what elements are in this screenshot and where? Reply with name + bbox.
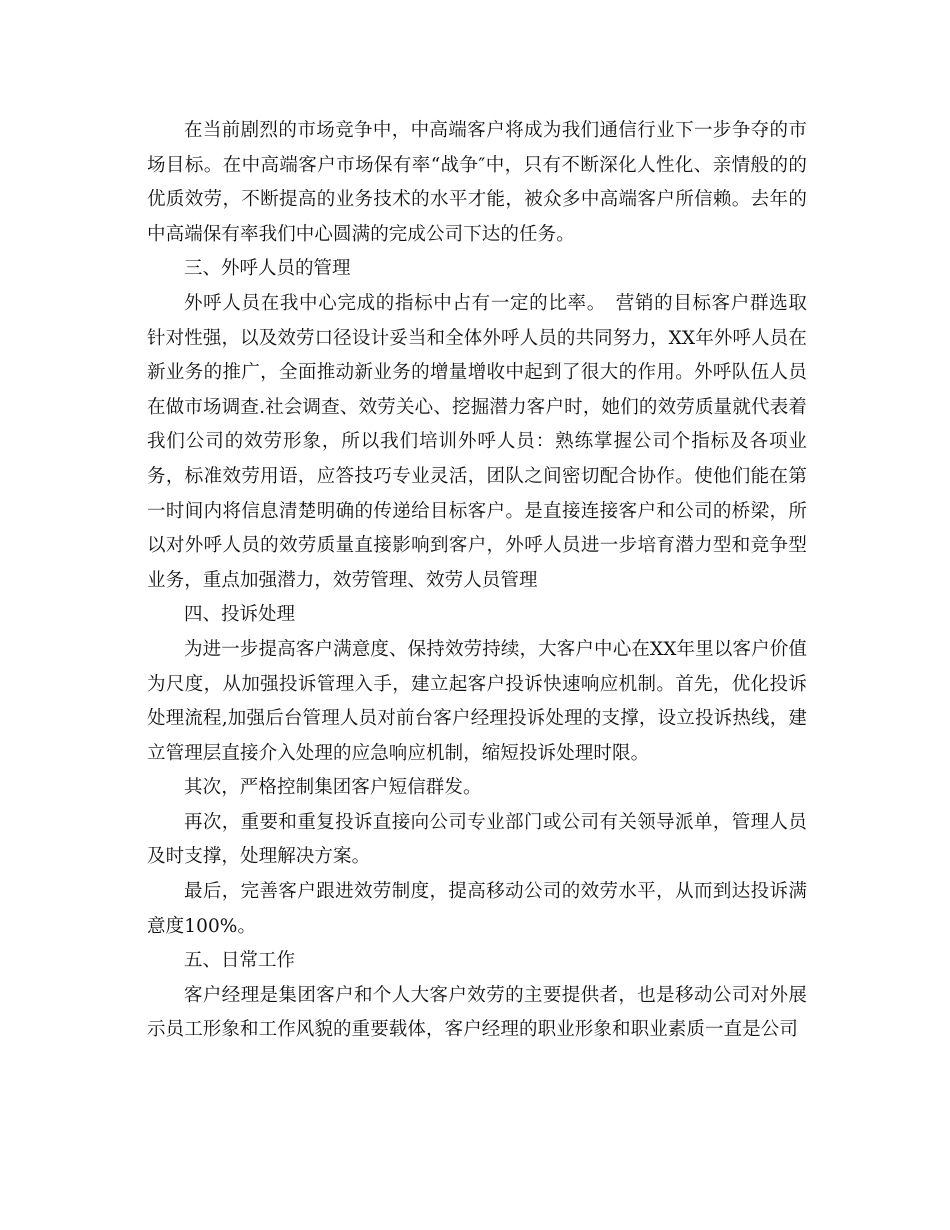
paragraph-escalation: 再次，重要和重复投诉直接向公司专业部门或公司有关领导派单，管理人员及时支撑，处理解决方案。: [147, 811, 807, 868]
paragraph-sms-control: 其次，严格控制集团客户短信群发。: [184, 777, 482, 799]
heading-outbound-staff: 三、外呼人员的管理: [184, 258, 351, 280]
paragraph-follow-up: 最后，完善客户跟进效劳制度，提高移动公司的效劳水平，从而到达投诉满意度100%。: [147, 881, 807, 937]
paragraph-market-competition: 在当前剧烈的市场竞争中，中高端客户将成为我们通信行业下一步争夺的市场目标。在中高端客户市场保有率“战争″中，只有不断深化人性化、亲情般的的优质效劳，不断提高的业务技术的水平才能，被众多中高端客户所信赖。去年的中高端保有率我们中心圆满的完成公司下达的任务。: [147, 120, 807, 245]
heading-daily-work: 五、日常工作: [184, 950, 296, 972]
paragraph-outbound-staff: 外呼人员在我中心完成的指标中占有一定的比率。 营销的目标客户群选取针对性强，以及效劳口径设计妥当和全体外呼人员的共同努力，XX年外呼人员在新业务的推广，全面推动新业务的增量增收中起到了很大的作用。外呼队伍人员在做市场调查.社会调查、效劳关心、挖掘潜力客户时，她们的效劳质量就代表着我们公司的效劳形象，所以我们培训外呼人员：熟练掌握公司个指标及各项业务，标准效劳用语，应答技巧专业灵活，团队之间密切配合协作。使他们能在第一时间内将信息清楚明确的传递给目标客户。是直接连接客户和公司的桥梁，所以对外呼人员的效劳质量直接影响到客户，外呼人员进一步培育潜力型和竞争型业务，重点加强潜力，效劳管理、效劳人员管理: [147, 292, 807, 591]
paragraph-complaints: 为进一步提高客户满意度、保持效劳持续，大客户中心在XX年里以客户价值为尺度，从加强投诉管理入手，建立起客户投诉快速响应机制。首先，优化投诉处理流程,加强后台管理人员对前台客户经理投诉处理的支撑，设立投诉热线，建立管理层直接介入处理的应急响应机制，缩短投诉处理时限。: [147, 638, 807, 764]
heading-complaints: 四、投诉处理: [184, 604, 296, 626]
paragraph-account-managers: 客户经理是集团客户和个人大客户效劳的主要提供者，也是移动公司对外展示员工形象和工作风貌的重要载体，客户经理的职业形象和职业素质一直是公司: [147, 984, 807, 1041]
document-page: [147, 114, 807, 1048]
